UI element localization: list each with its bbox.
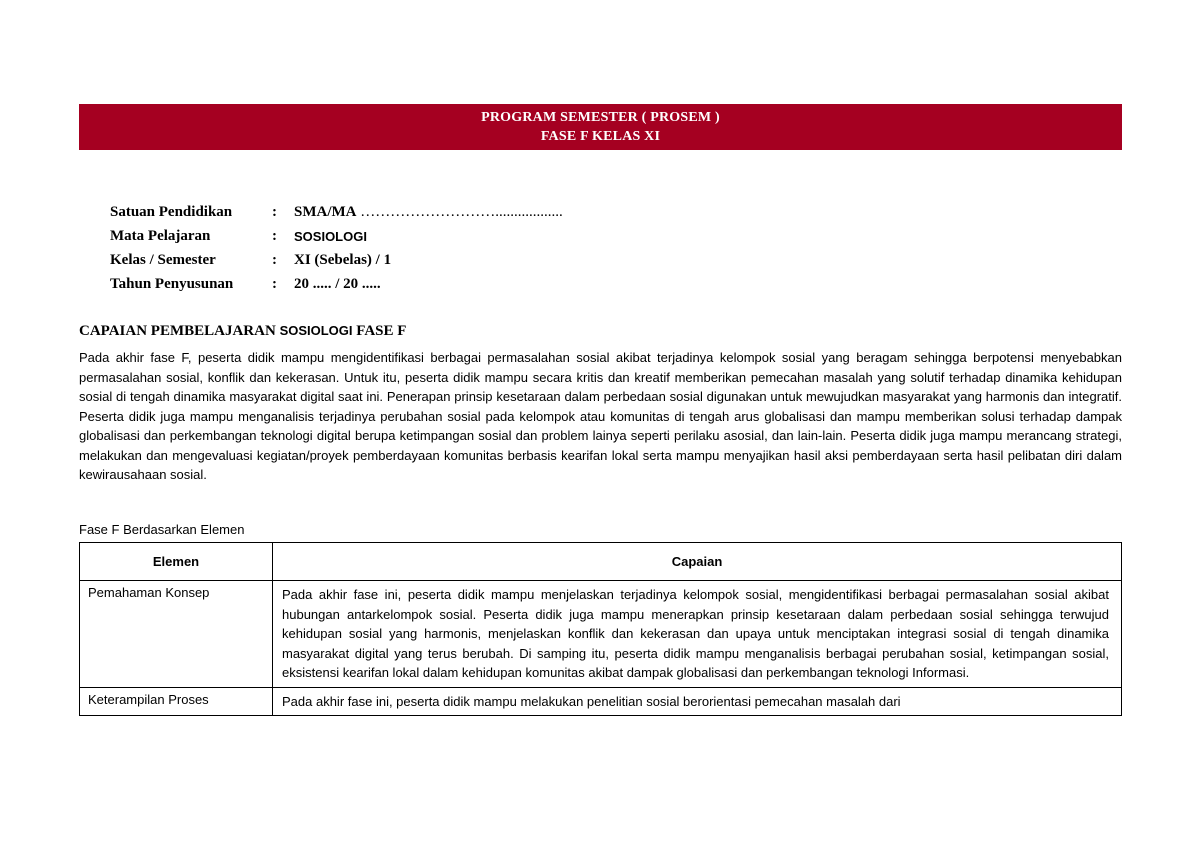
table-row [80, 687, 1122, 715]
identity-label: Kelas / Semester [110, 251, 216, 268]
identity-value-text: SMA/MA [294, 203, 357, 220]
column-header-capaian: Capaian [273, 543, 1122, 581]
identity-block [110, 200, 563, 296]
column-header-elemen: Elemen [80, 543, 273, 581]
identity-value: SOSIOLOGI [294, 228, 367, 244]
identity-colon: : [272, 203, 277, 220]
identity-colon: : [272, 275, 277, 292]
identity-value: 20 ..... / 20 ..... [294, 275, 381, 292]
capaian-heading [79, 323, 406, 340]
identity-row-satuan [110, 200, 563, 224]
identity-dots: ……………………….................. [356, 203, 563, 220]
title-banner [79, 104, 1122, 150]
cell-capaian: Pada akhir fase ini, peserta didik mampu menjelaskan terjadinya kelompok sosial, mengidentifikasi berbagai permasalahan sosial akibat hubungan antarkelompok sosial. Peserta didik juga mampu menerapkan prinsip kesetaraan dalam perbedaan sosial sehingga terwujud kehidupan sosial yang harmonis, menjelaskan konflik dan kekerasan dan upaya untuk menciptakan integrasi sosial di tengah dinamika masyarakat digital yang terus berubah. Di samping itu, peserta didik mampu menganalisis berbagai perubahan sosial, ketimpangan sosial, eksistensi kearifan lokal dalam kehidupan komunitas akibat dampak globalisasi dan perkembangan teknologi Informasi. [273, 581, 1122, 688]
capaian-heading-subject: SOSIOLOGI [279, 323, 353, 338]
elemen-table [79, 542, 1122, 716]
identity-colon: : [272, 227, 277, 244]
identity-row-kelas [110, 248, 563, 272]
cell-elemen: Keterampilan Proses [80, 687, 273, 715]
title-line-2: FASE F KELAS XI [540, 129, 661, 144]
title-line-1: PROGRAM SEMESTER ( PROSEM ) [481, 110, 720, 125]
table-header-row [80, 543, 1122, 581]
identity-colon: : [272, 251, 277, 268]
cell-capaian [273, 687, 1122, 715]
fase-label: Fase F Berdasarkan Elemen [79, 522, 245, 537]
identity-row-tahun [110, 272, 563, 296]
capaian-paragraph: Pada akhir fase F, peserta didik mampu mengidentifikasi berbagai permasalahan sosial akibat terjadinya kelompok sosial yang beragam sehingga berpotensi menyebabkan permasalahan sosial, konflik dan kekerasan. Untuk itu, peserta didik mampu secara kritis dan kreatif memberikan pemecahan masalah yang solutif terhadap dinamika kehidupan sosial di tengah dinamika masyarakat digital saat ini. Penerapan prinsip kesetaraan dalam perbedaan sosial digunakan untuk mewujudkan masyarakat yang harmonis dan integratif. Peserta didik juga mampu menganalisis terjadinya perubahan sosial pada kelompok atau komunitas di tengah arus globalisasi dan mampu memberikan solusi terhadap dampak globalisasi dan perkembangan teknologi digital berupa ketimpangan sosial dan problem lainya seperti perilaku asosial, dan lain-lain. Peserta didik juga mampu merancang strategi, melakukan dan mengevaluasi kegiatan/proyek pemberdayaan komunitas berbasis kearifan lokal serta mampu menyajikan hasil aksi pemberdayaan serta hasil pelibatan diri dalam kewirausahaan sosial. [79, 350, 1122, 482]
identity-label: Tahun Penyusunan [110, 275, 234, 292]
capaian-heading-prefix: CAPAIAN PEMBELAJARAN [79, 323, 280, 339]
cell-capaian-text: Pada akhir fase ini, peserta didik mampu melakukan penelitian sosial berorientasi pemecahan masalah dari [282, 693, 901, 709]
identity-row-mapel [110, 224, 563, 248]
identity-value: XI (Sebelas) / 1 [294, 251, 392, 268]
capaian-heading-suffix: FASE F [352, 323, 407, 339]
identity-label: Satuan Pendidikan [110, 203, 233, 220]
table-row [80, 581, 1122, 688]
cell-elemen: Pemahaman Konsep [80, 581, 273, 688]
identity-value [294, 204, 563, 221]
identity-label: Mata Pelajaran [110, 227, 211, 244]
